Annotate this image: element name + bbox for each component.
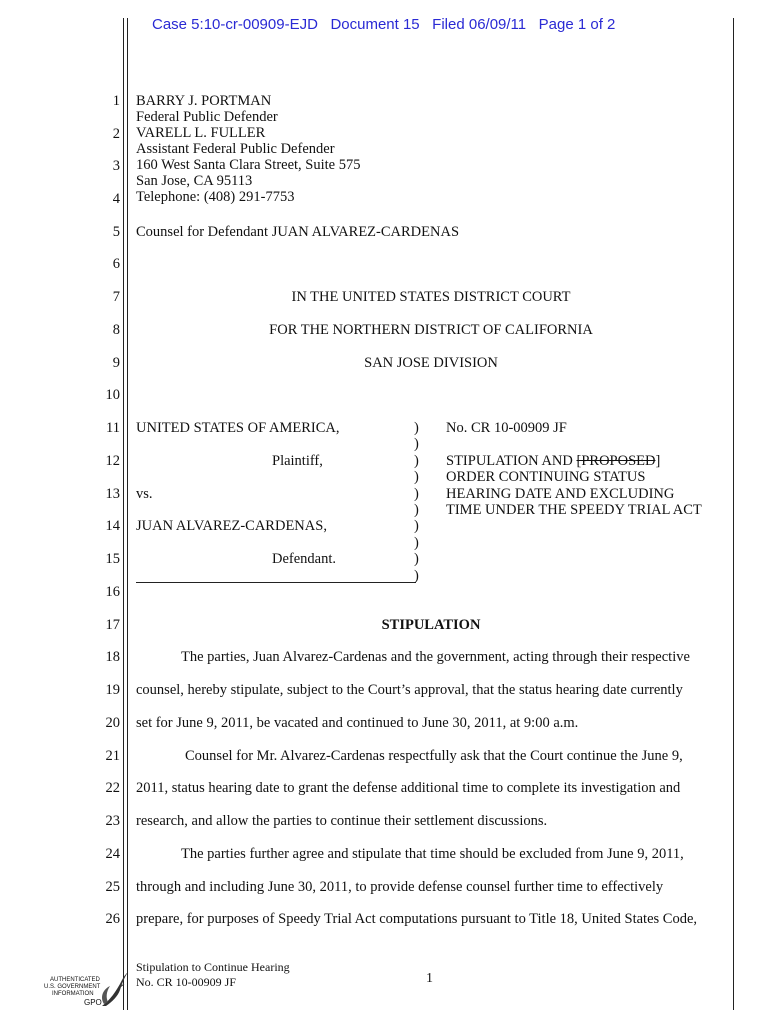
line-number: 7 <box>112 289 120 305</box>
caption-plaintiff-name: UNITED STATES OF AMERICA, <box>136 420 340 436</box>
seal-line-3: INFORMATION <box>52 991 94 997</box>
counsel-line: Federal Public Defender <box>136 109 278 125</box>
body-line: research, and allow the parties to continue their settlement discussions. <box>136 813 548 829</box>
caption-title-line: TIME UNDER THE SPEEDY TRIAL ACT <box>446 502 702 519</box>
line-number: 5 <box>112 224 120 240</box>
line-number: 20 <box>105 715 120 731</box>
header-case-number: Case 5:10-cr-00909-EJD <box>152 16 318 33</box>
caption-paren: ) <box>414 535 419 551</box>
line-number: 1 <box>112 93 120 109</box>
line-number: 16 <box>105 584 120 600</box>
footer-document-title: Stipulation to Continue Hearing <box>136 960 290 974</box>
stipulation-heading: STIPULATION <box>381 617 481 633</box>
caption-paren: ) <box>414 453 419 469</box>
caption-paren: ) <box>414 469 419 485</box>
left-margin-rule-outer <box>123 18 124 1010</box>
caption-title-line: HEARING DATE AND EXCLUDING <box>446 485 675 502</box>
caption-versus: vs. <box>136 486 153 502</box>
left-margin-rule-inner <box>127 18 128 1010</box>
counsel-line: Assistant Federal Public Defender <box>136 141 335 157</box>
line-number: 8 <box>112 322 120 338</box>
body-line: counsel, hereby stipulate, subject to the Court’s approval, that the status hearing date currently <box>136 682 683 698</box>
caption-paren: ) <box>414 486 419 502</box>
caption-case-number: No. CR 10-00909 JF <box>446 420 567 436</box>
caption-title-strikethrough: [PROPOSED <box>576 453 656 469</box>
counsel-for-defendant: Counsel for Defendant JUAN ALVAREZ-CARDENAS <box>136 224 460 240</box>
line-number: 23 <box>105 813 120 829</box>
caption-defendant-name: JUAN ALVAREZ-CARDENAS, <box>136 518 327 534</box>
line-number: 15 <box>105 551 120 567</box>
caption-title-line-1 <box>446 453 702 469</box>
body-line: 2011, status hearing date to grant the defense additional time to complete its investigation and <box>136 780 681 796</box>
seal-agency: GPO <box>84 998 102 1007</box>
line-number: 22 <box>105 780 120 796</box>
caption-paren: ) <box>414 420 419 436</box>
caption-title-line: ORDER CONTINUING STATUS <box>446 469 646 486</box>
line-number: 24 <box>105 846 120 862</box>
court-name: IN THE UNITED STATES DISTRICT COURT <box>291 289 571 305</box>
line-number: 10 <box>105 387 120 403</box>
body-line: set for June 9, 2011, be vacated and continued to June 30, 2011, at 9:00 a.m. <box>136 715 579 731</box>
line-number: 19 <box>105 682 120 698</box>
caption-paren: ) <box>414 568 419 584</box>
counsel-line: 160 West Santa Clara Street, Suite 575 <box>136 157 361 173</box>
caption-document-title <box>446 453 702 519</box>
caption-paren: ) <box>414 551 419 567</box>
line-number: 18 <box>105 649 120 665</box>
ecf-header <box>152 16 615 33</box>
seal-line-2: U.S. GOVERNMENT <box>44 984 101 990</box>
line-number: 21 <box>105 748 120 764</box>
counsel-block <box>136 93 361 205</box>
counsel-line: San Jose, CA 95113 <box>136 173 253 189</box>
gpo-authentication-seal <box>40 970 130 1010</box>
seal-line-1: AUTHENTICATED <box>50 977 100 983</box>
caption-title-text: STIPULATION AND <box>446 453 577 469</box>
body-line: through and including June 30, 2011, to provide defense counsel further time to effectively <box>136 879 664 895</box>
body-line: Counsel for Mr. Alvarez-Cardenas respectfully ask that the Court continue the June 9, <box>185 748 683 764</box>
line-number: 6 <box>112 256 120 272</box>
line-number: 9 <box>112 355 120 371</box>
court-division: SAN JOSE DIVISION <box>364 355 498 371</box>
footer-case-number: No. CR 10-00909 JF <box>136 975 237 989</box>
line-number: 17 <box>105 617 120 633</box>
body-line: The parties further agree and stipulate that time should be excluded from June 9, 2011, <box>181 846 684 862</box>
caption-paren: ) <box>414 518 419 534</box>
line-number: 12 <box>105 453 120 469</box>
line-number: 2 <box>112 126 120 142</box>
line-number: 26 <box>105 911 120 927</box>
footer-page-number: 1 <box>426 971 433 986</box>
line-number: 14 <box>105 518 120 534</box>
caption-plaintiff-role: Plaintiff, <box>272 453 323 469</box>
caption-paren: ) <box>414 436 419 452</box>
right-margin-rule <box>733 18 734 1010</box>
line-number: 3 <box>112 158 120 174</box>
caption-underline <box>136 582 416 583</box>
line-number: 25 <box>105 879 120 895</box>
counsel-line: Telephone: (408) 291-7753 <box>136 189 295 205</box>
line-number: 13 <box>105 486 120 502</box>
body-line: prepare, for purposes of Speedy Trial Act computations pursuant to Title 18, United States Code, <box>136 911 698 927</box>
body-line: The parties, Juan Alvarez-Cardenas and the government, acting through their respective <box>181 649 690 665</box>
header-filed-date: Filed 06/09/11 <box>432 16 527 33</box>
header-page: Page 1 of 2 <box>538 16 616 33</box>
caption-title-bracket: ] <box>655 453 661 469</box>
counsel-line: VARELL L. FULLER <box>136 125 266 141</box>
line-number: 4 <box>112 191 120 207</box>
counsel-line: BARRY J. PORTMAN <box>136 93 272 109</box>
court-district: FOR THE NORTHERN DISTRICT OF CALIFORNIA <box>269 322 593 338</box>
caption-defendant-role: Defendant. <box>272 551 337 567</box>
header-document-number: Document 15 <box>330 16 420 33</box>
caption-paren: ) <box>414 502 419 518</box>
line-number: 11 <box>106 420 120 436</box>
